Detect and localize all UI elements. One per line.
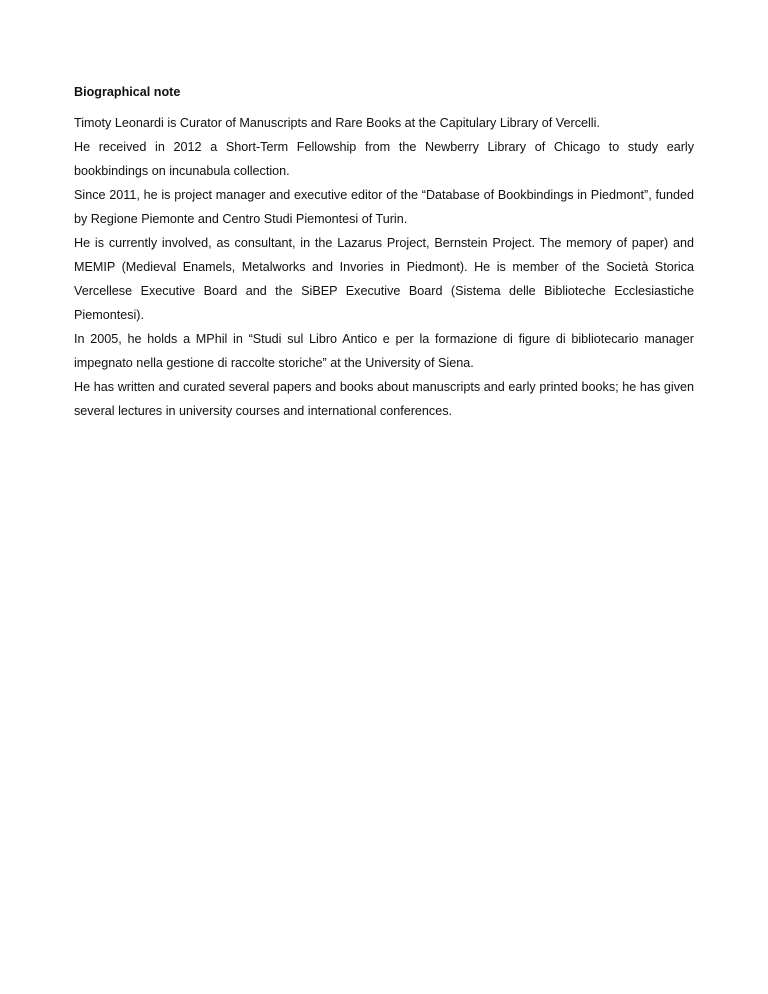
paragraph-database: Since 2011, he is project manager and executive editor of the “Database of Bookbindings in Piedmont”, funded by Regione Piemonte and Centro Studi Piemontesi of Turin. <box>74 188 694 226</box>
section-heading: Biographical note <box>74 85 181 99</box>
paragraph-curator: Timoty Leonardi is Curator of Manuscripts and Rare Books at the Capitulary Library of Vercelli. <box>74 116 600 130</box>
paragraph-projects: He is currently involved, as consultant, in the Lazarus Project, Bernstein Project. The memory of paper) and MEMIP (Medieval Enamels, Metalworks and Invories in Piedmont). He is member of the Società Storica Vercellese Executive Board and the SiBEP Executive Board (Sistema delle Biblioteche Ecclesiastiche Piemontesi). <box>74 236 694 322</box>
paragraph-publications: He has written and curated several papers and books about manuscripts and early printed books; he has given several lectures in university courses and international conferences. <box>74 380 694 418</box>
paragraph-fellowship: He received in 2012 a Short-Term Fellowship from the Newberry Library of Chicago to study early bookbindings on incunabula collection. <box>74 140 694 178</box>
paragraph-mphil: In 2005, he holds a MPhil in “Studi sul Libro Antico e per la formazione di figure di bibliotecario manager impegnato nella gestione di raccolte storiche” at the University of Siena. <box>74 332 694 370</box>
document-body <box>74 84 694 423</box>
